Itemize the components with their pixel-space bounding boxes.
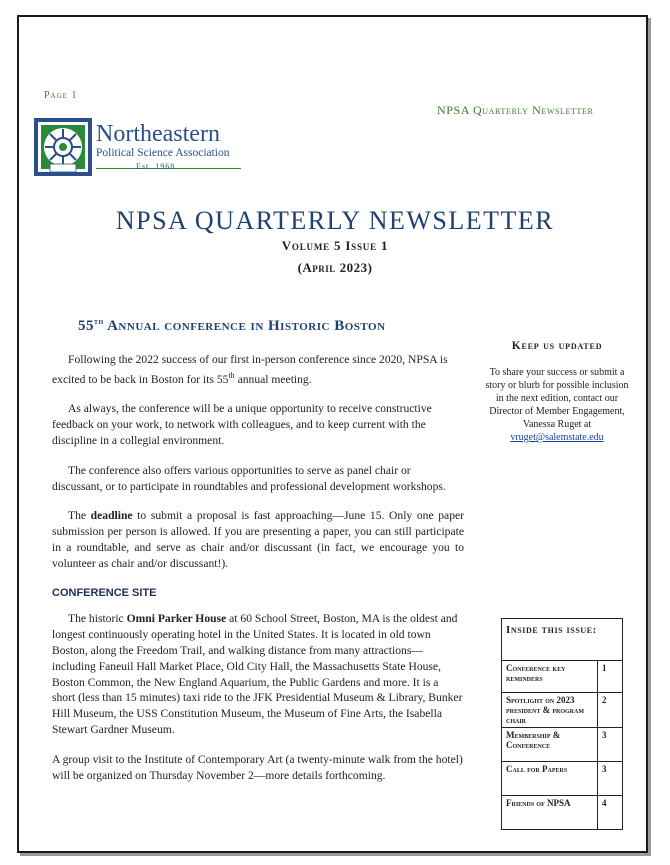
header-newsletter-title: NPSA Quarterly Newsletter (437, 103, 594, 117)
page-label: Page 1 (44, 90, 78, 101)
toc-row (502, 661, 623, 693)
toc-item-page: 4 (598, 796, 623, 830)
conference-site-heading: CONFERENCE SITE (52, 586, 157, 599)
volume-issue: Volume 5 Issue 1 (281, 238, 389, 253)
paragraph-opportunity: As always, the conference will be a unique opportunity to receive constructive feedback on your work, to network with colleagues, and to keep current with the discipline in a collegial environment. (52, 402, 432, 448)
article-body (52, 352, 464, 797)
toc-item-page: 2 (598, 693, 623, 728)
logo-established: Est. 1968 (136, 162, 176, 171)
toc-row (502, 762, 623, 796)
contact-email-link[interactable]: vruget@salemstate.edu (510, 432, 604, 443)
paragraph-deadline: The deadline to submit a proposal is fast approaching—June 15. Only one paper submission per person is allowed. If you are presenting a paper, you can still participate in a roundtable, and serve as chair and/or discussant (in fact, we encourage you to volunteer as chair and/or discussant!). (52, 509, 464, 570)
logo-name-line2: Political Science Association (96, 147, 230, 159)
keep-updated-sidebar (482, 340, 632, 444)
toc-item-page: 3 (598, 762, 623, 796)
toc-row (502, 728, 623, 762)
logo-name-line1: Northeastern (96, 121, 220, 147)
toc-item-page: 3 (598, 728, 623, 762)
inside-this-issue-table (501, 618, 623, 830)
sidebar-title: Keep us updated (511, 340, 603, 352)
paragraph-group-visit: A group visit to the Institute of Contemporary Art (a twenty-minute walk from the hotel) will be organized on Thursday November 2—more details forthcoming. (52, 752, 463, 782)
toc-row (502, 693, 623, 728)
toc-row (502, 796, 623, 830)
toc-item-label: Membership & Conference (502, 728, 598, 762)
toc-title: Inside this issue: (502, 619, 623, 661)
paragraph-roles: The conference also offers various opportunities to serve as panel chair or discussant, or to participate in roundtables and professional development workshops. (52, 463, 446, 493)
paragraph-hotel: The historic Omni Parker House at 60 School Street, Boston, MA is the oldest and longest continuously operating hotel in the United States. It is located in old town Boston, along the Freedom Trail, and walking distance from many attractions—including Faneuil Hall Market Place, Old City Hall, the Massachusetts State House, Boston Common, the New England Aquarium, the Public Gardens and more. It is a short (less than 15 minutes) taxi ride to the JFK Presidential Museum & Library, Bunker Hill Museum, the USS Constitution Museum, the Museum of Fine Arts, the Isabella Stewart Gardner Museum. (52, 612, 463, 736)
toc-item-page: 1 (598, 661, 623, 693)
article-heading: 55th Annual conference in Historic Boston (78, 316, 386, 334)
newsletter-title: NPSA QUARTERLY NEWSLETTER (115, 206, 555, 235)
toc-item-label: Spotlight on 2023 president & program chair (502, 693, 598, 728)
toc-item-label: Call for Papers (502, 762, 598, 796)
issue-date: (April 2023) (297, 260, 373, 275)
sidebar-text: To share your success or submit a story or blurb for possible inclusion in the next edition, contact our Director of Member Engagement, Vanessa Ruget at vruget@salemstate.edu (485, 367, 629, 443)
toc-item-label: Conference key reminders (502, 661, 598, 693)
paragraph-intro: Following the 2022 success of our first in-person conference since 2020, NPSA is excited to be back in Boston for its 55th annual meeting. (52, 353, 448, 386)
toc-item-label: Friends of NPSA (502, 796, 598, 830)
